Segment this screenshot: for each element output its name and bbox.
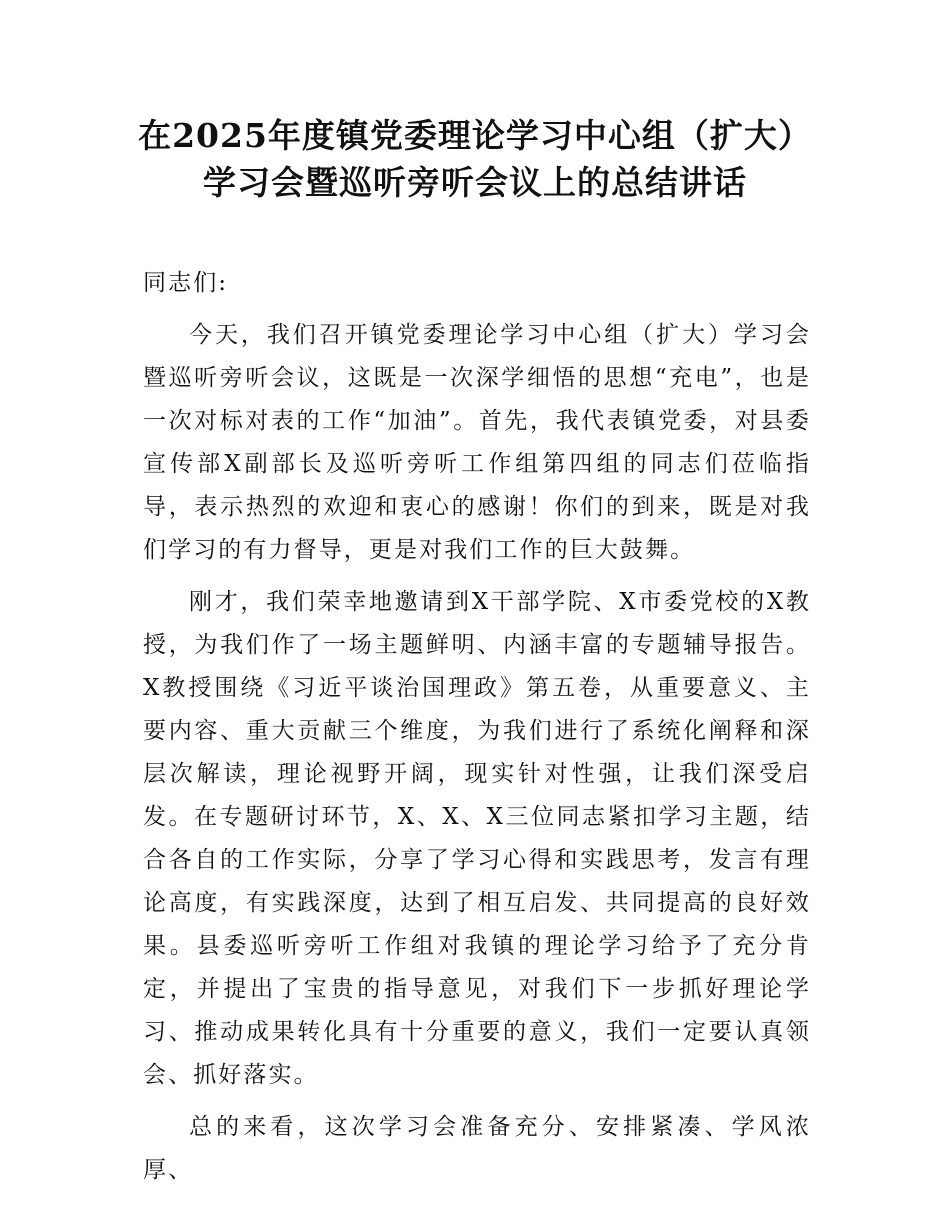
document-body xyxy=(143,262,811,1201)
salutation: 同志们: xyxy=(143,270,229,296)
paragraph-opening: 今天，我们召开镇党委理论学习中心组（扩大）学习会暨巡听旁听会议，这既是一次深学细悟的思想“充电”，也是一次对标对表的工作“加油”。首先，我代表镇党委，对县委宣传部X副部长及巡听旁听工作组第四组的同志们莅临指导，表示热烈的欢迎和衷心的感谢！你们的到来，既是对我们学习的有力督导，更是对我们工作的巨大鼓舞。 xyxy=(143,322,811,563)
document-title xyxy=(120,112,830,206)
title-line-1: 在2025年度镇党委理论学习中心组（扩大） xyxy=(138,116,812,155)
paragraph-review: 刚才，我们荣幸地邀请到X干部学院、X市委党校的X教授，为我们作了一场主题鲜明、内涵丰富的专题辅导报告。X教授围绕《习近平谈治国理政》第五卷，从重要意义、主要内容、重大贡献三个维度，为我们进行了系统化阐释和深层次解读，理论视野开阔，现实针对性强，让我们深受启发。在专题研讨环节，X、X、X三位同志紧扣学习主题，结合各自的工作实际，分享了学习心得和实践思考，发言有理论高度，有实践深度，达到了相互启发、共同提高的良好效果。县委巡听旁听工作组对我镇的理论学习给予了充分肯定，并提出了宝贵的指导意见，对我们下一步抓好理论学习、推动成果转化具有十分重要的意义，我们一定要认真领会、抓好落实。 xyxy=(143,589,811,1088)
title-line-2: 学习会暨巡听旁听会议上的总结讲话 xyxy=(203,163,747,202)
paragraph-summary: 总的来看，这次学习会准备充分、安排紧凑、学风浓厚、 xyxy=(143,1114,811,1183)
